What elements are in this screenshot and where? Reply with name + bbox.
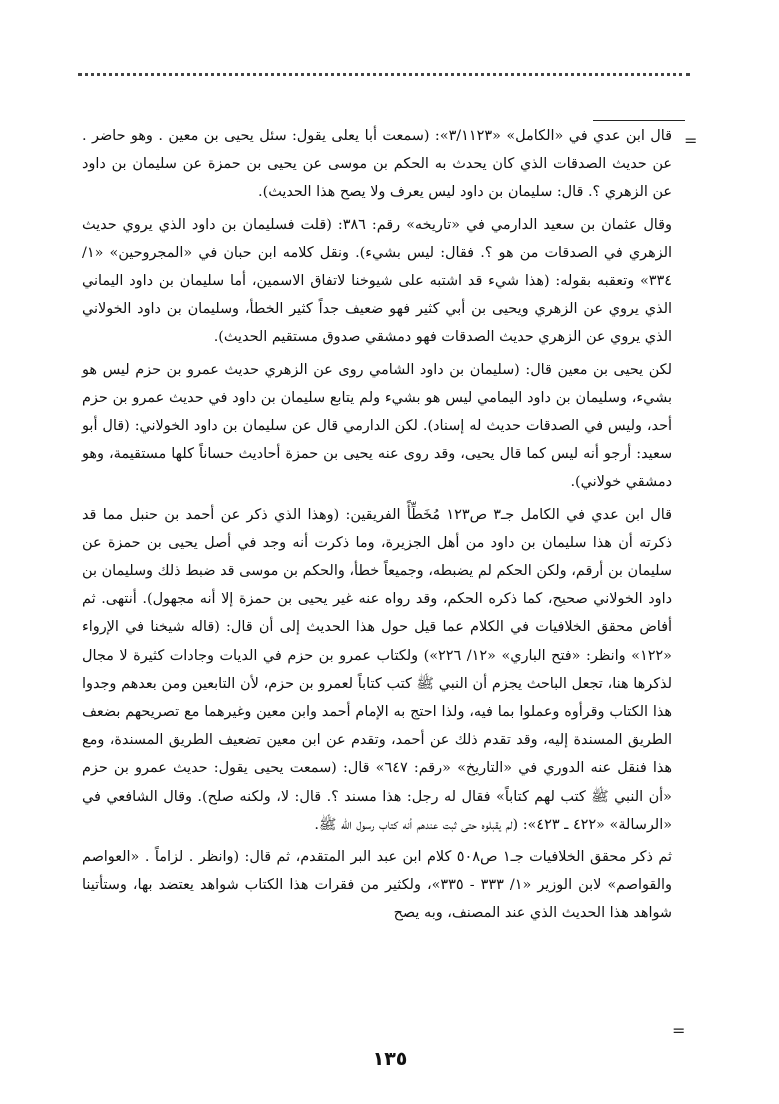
paragraph-5: ثم ذكر محقق الخلافيات جـ١ ص٥٠٨ كلام ابن عبد البر المتقدم، ثم قال: (وانظر . لزاماً . «العواصم والقواصم» لابن الوزير «١/ ٣٣٣ - ٣٣٥»، ولكثير من فقرات هذا الكتاب شواهد يعتضد بها، وستأتينا شواهد هذا الحديث الذي عند المصنف، وبه يصح — [82, 849, 673, 922]
footnote-body — [82, 122, 672, 932]
paragraph-4: قال ابن عدي في الكامل جـ٣ ص١٢٣ مُخَطِّأً الفريقين: (وهذا الذي ذكر عن أحمد بن حنبل مما قد ذكرته أن هذا سليمان بن داود من أهل الجزيرة، وما ذكرت أنه وجد في أصل يحيى بن حمزة عن سليمان بن أرقم، ولكن الحكم لم يضبطه، وجميعاً خطأ، والحكم بن موسى قد ضبط ذلك وسليمان بن داود الخولاني صحيح، كما ذكره الحكم، وقد رواه عنه غير يحيى بن حمزة إلا أنه مجهول). أنتهى. ثم أفاض محقق الخلافيات في الكلام عما قيل حول هذا الحديث إلى أن قال: (قاله شيخنا في الإرواء «١٢٢» وانظر: «فتح الباري» «١٢/ ٢٢٦») ولكتاب عمرو بن حزم في الديات وجادات كثيرة لا مجال لذكرها هنا، تجعل الباحث يجزم أن النبي ﷺ كتب كتاباً لعمرو بن حزم، لأن التابعين ومن بعدهم وجدوا هذا الكتاب وقرأوه وعملوا بما فيه، ولذا احتج به الإمام أحمد وابن معين وغيرهما مع تصريحهم بضعف الطريق المسندة إليه، وقد تقدم ذلك عن أحمد، وتقدم عن ابن معين تضعيف الطريق المسندة، ومع هذا فنقل عنه الدوري في «التاريخ» «رقم: ٦٤٧» قال: (سمعت يحيى يقول: حديث عمرو بن حزم «أن النبي ﷺ كتب لهم كتاباً» فقال له رجل: هذا مسند ؟. قال: لا، ولكنه صلح). وقال الشافعي في «الرسالة» «٤٢٢ ـ ٤٢٣»: (لم يقبلوه حتى ثبت عندهم أنه كتاب رسول الله ﷺ. — [82, 506, 672, 833]
continuation-mark-bottom: = — [672, 1021, 686, 1040]
continuation-mark-top: = — [684, 131, 698, 150]
page-number: ١٣٥ — [372, 1048, 408, 1070]
header-dotted-rule — [78, 73, 690, 76]
footnote-rule — [593, 120, 685, 121]
paragraph-3: لكن يحيى بن معين قال: (سليمان بن داود الشامي روى عن الزهري حديث عمرو بن حزم ليس هو بشيء، وسليمان بن داود اليمامي ليس هو بشيء ولم يتابع سليمان بن داود في حديث عمرو بن حزم أحد، وليس في الصدقات حديث له إسناد). لكن الدارمي قال عن سليمان بن داود الخولاني: (قال أبو سعيد: أرجو أنه ليس كما قال يحيى، وقد روى عنه يحيى بن حمزة أحاديث حساناً كلها مستقيمة، وهو دمشقي خولاني). — [82, 361, 672, 491]
paragraph-1: قال ابن عدي في «الكامل» «٣/١١٢٣»: (سمعت أبا يعلى يقول: سئل يحيى بن معين . وهو حاضر . عن حديث الصدقات الذي كان يحدث به الحكم بن موسى عن يحيى بن حمزة عن سليمان بن داود عن الزهري ؟. قال: سليمان بن داود ليس يعرف ولا يصح هذا الحديث). — [82, 128, 672, 201]
paragraph-2: وقال عثمان بن سعيد الدارمي في «تاريخه» رقم: ٣٨٦: (قلت فسليمان بن داود الذي يروي حديث الزهري في الصدقات من هو ؟. فقال: ليس بشيء). ونقل كلامه ابن حبان في «المجروحين» «١/ ٣٣٤» وتعقبه بقوله: (هذا شيء قد اشتبه على شيوخنا لاتفاق الاسمين، أما سليمان بن داود اليماني الذي يروي عن الزهري ويحيى بن أبي كثير فهو ضعيف جداً كثير الخطأ، وسليمان بن داود الخولاني الذي يروي عن الزهري حديث الصدقات فهو دمشقي صدوق مستقيم الحديث). — [82, 216, 672, 346]
